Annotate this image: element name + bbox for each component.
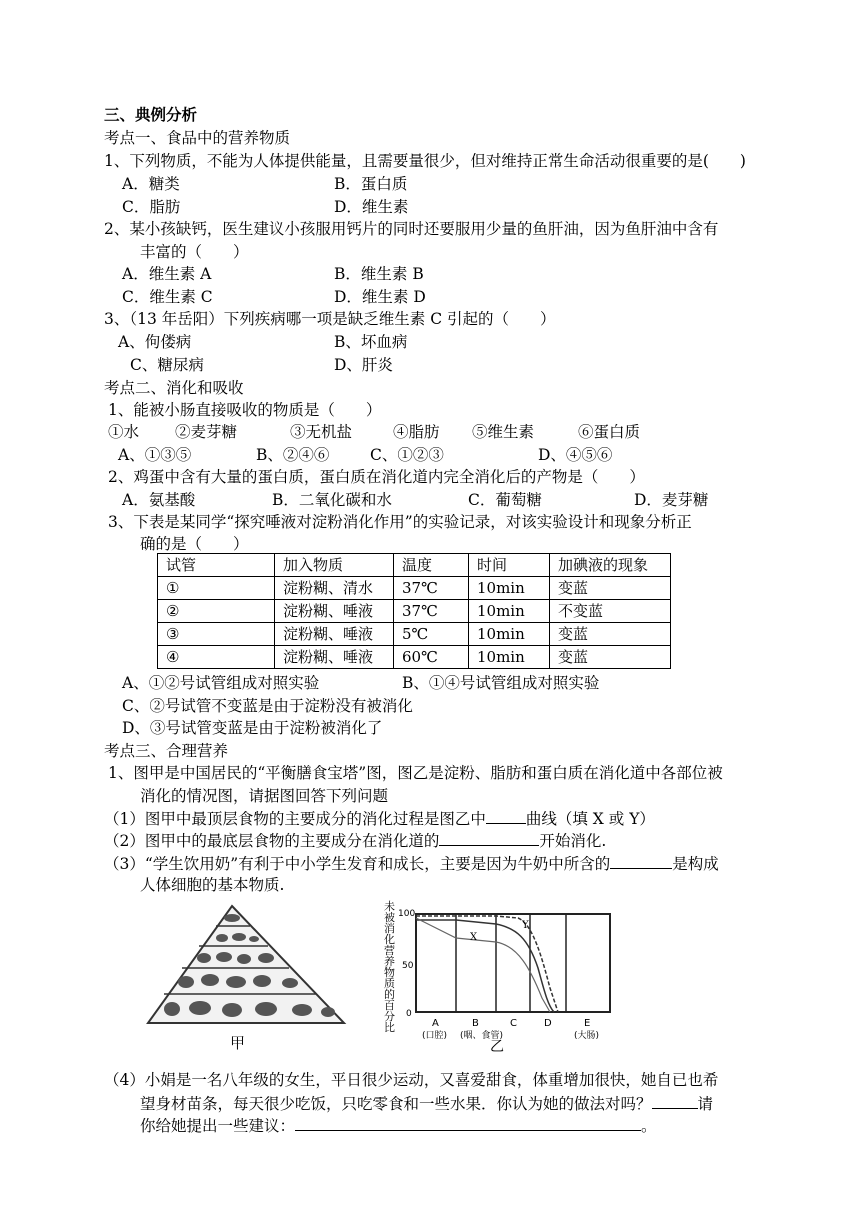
table-row [158,577,671,600]
food-pyramid-figure [144,898,374,1054]
table-cell: ④ [158,646,275,669]
p3-q1-sub3-cont: 人体细胞的基本物质. [140,876,285,894]
p2-q3-option-a: A、①②号试管组成对照实验 [122,674,320,692]
p1-q1-option-c: C．脂肪 [122,198,181,216]
curve-label-y: Y [522,920,529,931]
ytick-50: 50 [402,961,414,971]
table-cell: 变蓝 [550,577,671,600]
p1-q1-option-d: D．维生素 [334,198,409,216]
p2-q3-option-d: D、③号试管变蓝是由于淀粉被消化了 [122,719,383,737]
p2-q2-option-a: A．氨基酸 [122,491,196,509]
part1-heading: 考点一、食品中的营养物质 [104,129,291,147]
sub4-text-end: 请 [697,1095,714,1113]
p2-q3-option-c: C、②号试管不变蓝是由于淀粉没有被消化 [122,697,413,715]
p1-q1-option-a: A．糖类 [122,175,180,193]
ylabel-char: 营 [384,944,395,957]
chart-label: 乙 [490,1039,504,1054]
p1-q2-option-d: D．维生素 D [334,288,426,306]
sub3-text-end: 是构成 [672,855,719,873]
xsub-b: (咽、食管) [460,1031,504,1041]
ylabel-char: 比 [384,1021,395,1034]
sub4-text: 望身材苗条，每天很少吃饭，只吃零食和一些水果．你认为她的做法对吗？ [140,1095,652,1113]
p2-q1-option-c: C、①②③ [370,446,444,464]
p2-q1-item-5: ⑤维生素 [472,423,535,441]
chart-frame [416,914,610,1012]
p2-q1-item-6: ⑥蛋白质 [578,423,641,441]
table-row [158,623,671,646]
xtick-a: A [432,1018,439,1029]
table-cell: 60℃ [394,646,469,669]
p2-q1-option-b: B、②④⑥ [256,446,330,464]
table-cell: 淀粉糊、清水 [275,577,394,600]
xtick-c: C [510,1018,517,1029]
p1-q2-stem-cont: 丰富的（ ） [140,243,249,261]
p2-q1-option-a: A、①③⑤ [118,446,192,464]
table-header-cell: 加入物质 [275,554,394,577]
table-cell: 10min [469,577,550,600]
p3-q1-sub1 [104,807,655,830]
table-header-row [158,554,671,577]
table-cell: 10min [469,623,550,646]
answer-blank-4[interactable] [652,1092,698,1109]
p1-q1-stem: 1、下列物质，不能为人体提供能量，且需要量很少，但对维持正常生命活动很重要的是( ) [104,152,746,170]
p1-q3-option-b: B、坏血病 [334,333,408,351]
table-cell: ① [158,577,275,600]
p3-q1-sub4-line2 [140,1092,713,1115]
curve-x [416,920,554,1012]
sub3-text: （3）“学生饮用奶”有利于中小学生发育和成长，主要是因为牛奶中所含的 [104,855,611,873]
p3-q1-stem: 1、图甲是中国居民的“平衡膳食宝塔”图，图乙是淀粉、脂肪和蛋白质在消化道中各部位被 [108,764,723,782]
table-header-cell: 加碘液的现象 [550,554,671,577]
xtick-b: B [472,1018,479,1029]
p1-q3-option-d: D、肝炎 [334,356,393,374]
p2-q2-option-c: C．葡萄糖 [468,491,542,509]
ylabel-char: 养 [384,955,395,968]
ylabel-char: 分 [384,1010,395,1023]
table-cell: 不变蓝 [550,600,671,623]
p1-q3-stem: 3、（13 年岳阳）下列疾病哪一项是缺乏维生素 C 引起的（ ） [104,310,556,328]
part2-heading: 考点二、消化和吸收 [104,379,244,397]
table-header-cell: 试管 [158,554,275,577]
ylabel-char: 的 [384,988,395,1001]
sub4-suggest: 你给她提出一些建议： [140,1117,296,1135]
xtick-e: E [584,1018,591,1029]
table-cell: ② [158,600,275,623]
p1-q3-option-a: A、佝偻病 [118,333,192,351]
p2-q3-stem-cont: 确的是（ ） [140,535,249,553]
answer-blank-1[interactable] [486,807,526,824]
p3-q1-sub2 [104,829,606,852]
table-cell: 5℃ [394,623,469,646]
table-cell: 淀粉糊、唾液 [275,646,394,669]
table-row [158,646,671,669]
part3-heading: 考点三、合理营养 [104,742,229,760]
p2-q3-stem: 3、下表是某同学“探究唾液对淀粉消化作用”的实验记录，对该实验设计和现象分析正 [108,513,692,531]
experiment-table [157,553,671,669]
ytick-100: 100 [398,909,416,919]
xtick-d: D [544,1018,552,1029]
ylabel-char: 物 [384,966,395,979]
sub2-text-end: 开始消化. [539,832,607,850]
xsub-a: (口腔) [422,1031,448,1041]
p2-q1-item-1: ①水 [108,423,140,441]
p2-q3-option-b: B、①④号试管组成对照实验 [402,674,600,692]
table-cell: 变蓝 [550,646,671,669]
xsub-e: (大肠) [574,1031,600,1041]
p1-q3-option-c: C、糖尿病 [130,356,204,374]
p1-q2-option-c: C．维生素 C [122,288,213,306]
table-row [158,600,671,623]
chart-ylabel [384,899,395,1034]
p1-q2-stem: 2、某小孩缺钙，医生建议小孩服用钙片的同时还要服用少量的鱼肝油，因为鱼肝油中含有 [104,220,719,238]
sub2-text: （2）图甲中的最底层食物的主要成分在消化道的 [104,832,440,850]
answer-blank-5[interactable] [295,1114,641,1131]
table-header-cell: 温度 [394,554,469,577]
p3-q1-sub4: （4）小娟是一名八年级的女生，平日很少运动，又喜爱甜食，体重增加很快，她自已也希 [104,1071,719,1089]
ylabel-char: 百 [384,999,395,1012]
p3-q1-stem-cont: 消化的情况图，请据图回答下列问题 [140,787,389,805]
table-cell: 10min [469,600,550,623]
p1-q2-option-b: B．维生素 B [334,265,424,283]
sub4-end: 。 [641,1117,657,1135]
table-cell: 37℃ [394,577,469,600]
p1-q1-option-b: B．蛋白质 [334,175,408,193]
table-cell: 变蓝 [550,623,671,646]
p2-q1-stem: 1、能被小肠直接吸收的物质是（ ） [108,401,382,419]
p2-q2-option-b: B．二氧化碳和水 [272,491,392,509]
p2-q1-option-d: D、④⑤⑥ [538,446,613,464]
p2-q1-item-3: ③无机盐 [290,423,353,441]
section-title: 三、典例分析 [104,105,198,124]
pyramid-label: 甲 [230,1034,246,1052]
p2-q2-option-d: D．麦芽糖 [634,491,709,509]
ylabel-char: 未 [384,900,395,913]
p3-q1-sub4-line3 [140,1114,657,1137]
curve-label-x: X [470,932,478,943]
table-header-cell: 时间 [469,554,550,577]
sub1-text-end: 曲线（填 X 或 Y） [525,810,655,828]
table-cell: 淀粉糊、唾液 [275,623,394,646]
ylabel-char: 质 [384,977,395,990]
sub1-text: （1）图甲中最顶层食物的主要成分的消化过程是图乙中 [104,810,486,828]
p3-q1-sub3 [104,852,719,875]
p2-q1-item-2: ②麦芽糖 [175,423,238,441]
ytick-0: 0 [406,1009,412,1019]
ylabel-char: 消 [384,922,395,935]
digestion-chart [378,898,618,1054]
table-cell: 37℃ [394,600,469,623]
table-cell: ③ [158,623,275,646]
p2-q1-item-4: ④脂肪 [393,423,440,441]
answer-blank-3[interactable] [610,852,672,869]
ylabel-char: 化 [384,933,395,946]
p1-q2-option-a: A．维生素 A [122,265,212,283]
answer-blank-2[interactable] [439,829,539,846]
p2-q2-stem: 2、鸡蛋中含有大量的蛋白质，蛋白质在消化道内完全消化后的产物是（ ） [108,468,645,486]
table-cell: 10min [469,646,550,669]
table-cell: 淀粉糊、唾液 [275,600,394,623]
ylabel-char: 被 [384,911,395,924]
